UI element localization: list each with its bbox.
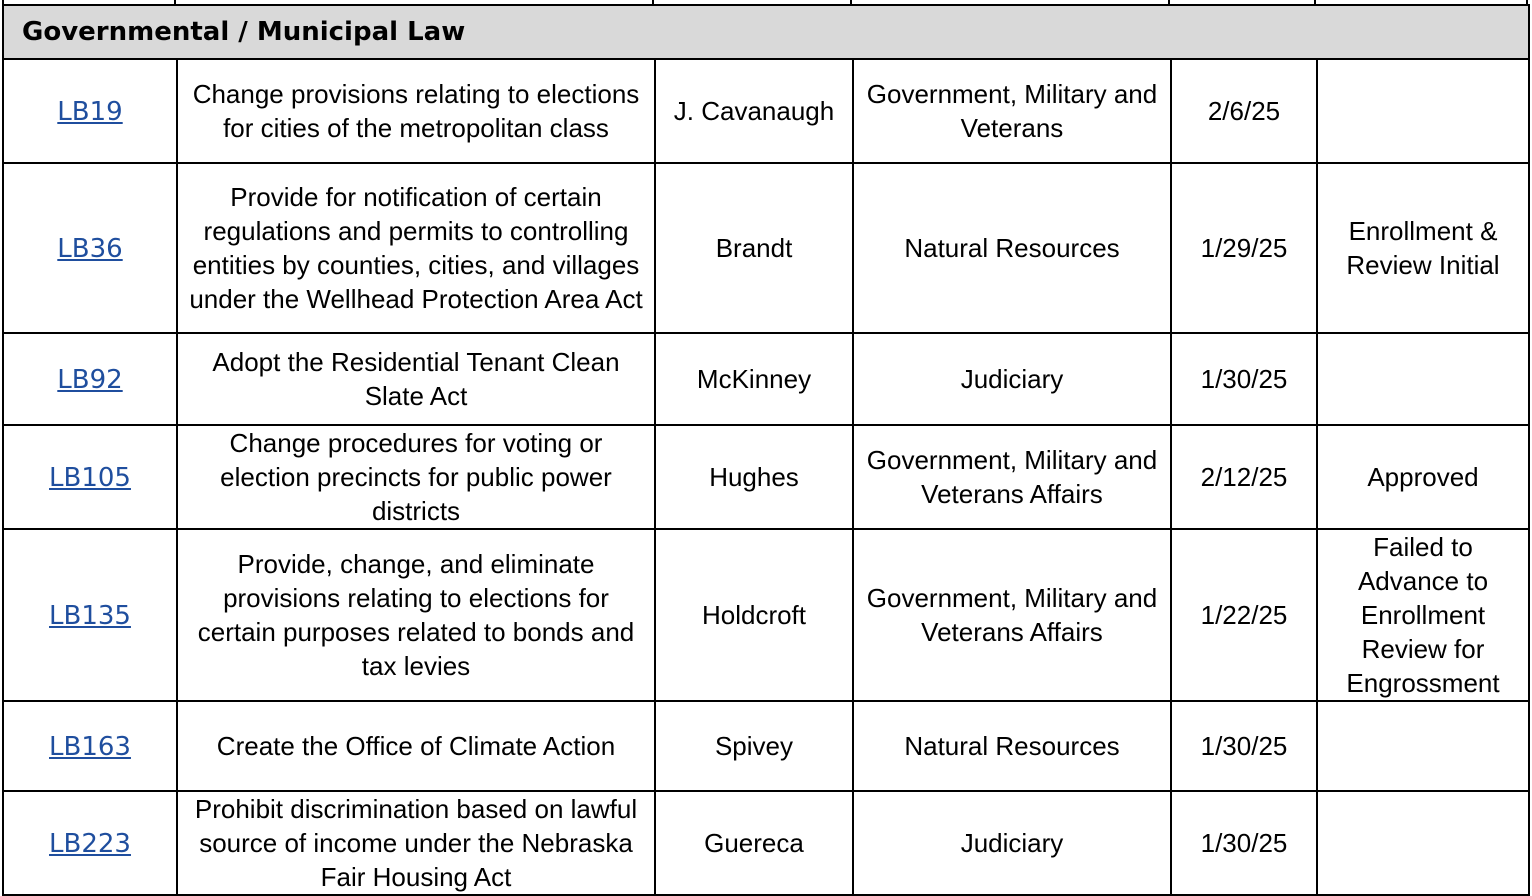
committee-cell: Judiciary xyxy=(853,333,1171,425)
table-row xyxy=(3,425,1529,529)
bill-cell xyxy=(3,529,177,701)
description-cell: Adopt the Residential Tenant Clean Slate Act xyxy=(177,333,655,425)
bill-link[interactable]: LB135 xyxy=(49,600,131,631)
sponsor-cell: Brandt xyxy=(655,163,853,333)
status-cell: Enrollment & Review Initial xyxy=(1317,163,1529,333)
description-cell: Provide, change, and eliminate provisions relating to elections for certain purposes related to bonds and tax levies xyxy=(177,529,655,701)
sponsor-cell: Spivey xyxy=(655,701,853,791)
table-row xyxy=(3,701,1529,791)
table-row xyxy=(3,791,1529,895)
date-cell: 1/30/25 xyxy=(1171,333,1317,425)
status-cell: Failed to Advance to Enrollment Review for Engrossment xyxy=(1317,529,1529,701)
status-cell xyxy=(1317,333,1529,425)
committee-cell: Government, Military and Veterans Affairs xyxy=(853,425,1171,529)
date-cell: 2/12/25 xyxy=(1171,425,1317,529)
sponsor-cell: Guereca xyxy=(655,791,853,895)
bill-cell xyxy=(3,163,177,333)
table-row xyxy=(3,163,1529,333)
date-cell: 1/30/25 xyxy=(1171,791,1317,895)
bill-link[interactable]: LB163 xyxy=(49,731,131,762)
description-cell: Change procedures for voting or election precincts for public power districts xyxy=(177,425,655,529)
status-cell: Approved xyxy=(1317,425,1529,529)
committee-cell: Judiciary xyxy=(853,791,1171,895)
status-cell xyxy=(1317,59,1529,163)
section-header-row xyxy=(3,5,1529,59)
committee-cell: Government, Military and Veterans xyxy=(853,59,1171,163)
sponsor-cell: Holdcroft xyxy=(655,529,853,701)
bill-cell xyxy=(3,791,177,895)
committee-cell: Government, Military and Veterans Affairs xyxy=(853,529,1171,701)
bill-link[interactable]: LB223 xyxy=(49,828,131,859)
date-cell: 1/29/25 xyxy=(1171,163,1317,333)
bill-link[interactable]: LB19 xyxy=(57,96,123,127)
sponsor-cell: J. Cavanaugh xyxy=(655,59,853,163)
table-row xyxy=(3,529,1529,701)
status-cell xyxy=(1317,701,1529,791)
table-row xyxy=(3,59,1529,163)
committee-cell: Natural Resources xyxy=(853,163,1171,333)
legislation-table xyxy=(2,4,1530,896)
table-row xyxy=(3,333,1529,425)
bill-link[interactable]: LB92 xyxy=(57,364,123,395)
committee-cell: Natural Resources xyxy=(853,701,1171,791)
sponsor-cell: Hughes xyxy=(655,425,853,529)
date-cell: 1/22/25 xyxy=(1171,529,1317,701)
status-cell xyxy=(1317,791,1529,895)
description-cell: Prohibit discrimination based on lawful source of income under the Nebraska Fair Housing Act xyxy=(177,791,655,895)
description-cell: Change provisions relating to elections for cities of the metropolitan class xyxy=(177,59,655,163)
bill-cell xyxy=(3,59,177,163)
sponsor-cell: McKinney xyxy=(655,333,853,425)
date-cell: 2/6/25 xyxy=(1171,59,1317,163)
bill-cell xyxy=(3,701,177,791)
bill-cell xyxy=(3,425,177,529)
date-cell: 1/30/25 xyxy=(1171,701,1317,791)
section-title: Governmental / Municipal Law xyxy=(3,5,1529,59)
description-cell: Provide for notification of certain regulations and permits to controlling entities by counties, cities, and villages under the Wellhead Protection Area Act xyxy=(177,163,655,333)
bill-cell xyxy=(3,333,177,425)
bill-link[interactable]: LB105 xyxy=(49,462,131,493)
bill-link[interactable]: LB36 xyxy=(57,233,123,264)
description-cell: Create the Office of Climate Action xyxy=(177,701,655,791)
